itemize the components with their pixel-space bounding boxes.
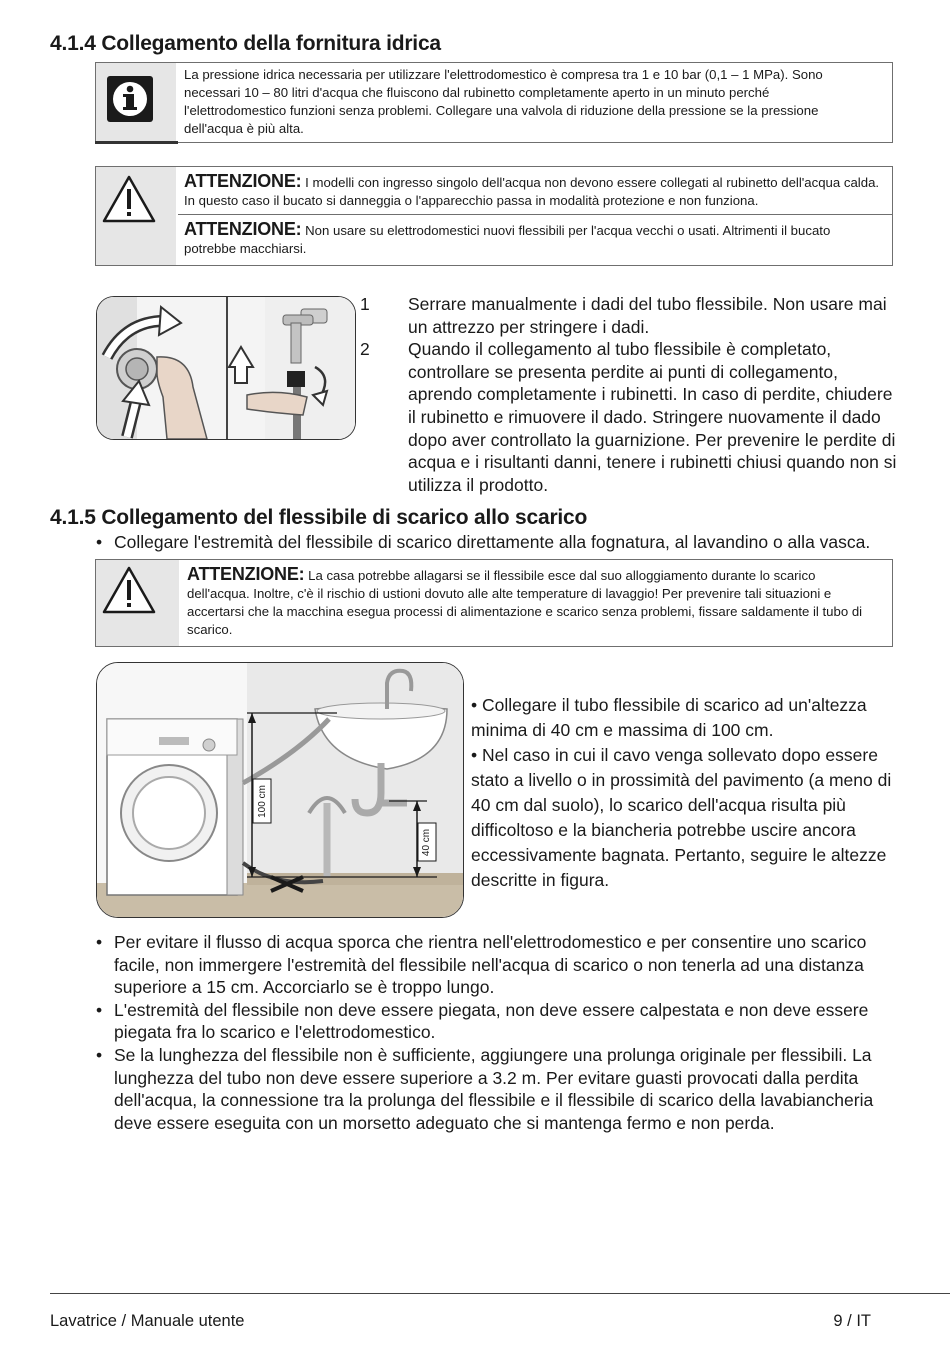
- dimension-label-40: [418, 823, 436, 861]
- warning-label: ATTENZIONE:: [187, 564, 305, 584]
- section-heading-414: 4.1.4 Collegamento della fornitura idrica: [50, 32, 441, 55]
- side-note: • Nel caso in cui il cavo venga sollevato dopo essere stato a livello o in prossimità del pavimento (a meno di 40 cm dal suolo), lo scarico dell'acqua risulta più difficoltoso e la biancheria potrebbe uscire ancora eccessivamente bagnata. Pertanto, seguire le altezze descritte in figura.: [471, 745, 892, 890]
- section-heading-415: 4.1.5 Collegamento del flessibile di scarico allo scarico: [50, 506, 588, 529]
- bullet-item: • Per evitare il flusso di acqua sporca che rientra nell'elettrodomestico e per consentire uno scarico facile, non immergere l'estremità del flessibile nell'acqua di scarico o non tenerla ad una distanza superiore a 15 cm. Accorciarlo se è troppo lungo.: [94, 931, 896, 999]
- bullet-item: • Se la lunghezza del flessibile non è sufficiente, aggiungere una prolunga originale per flessibili. La lunghezza del tubo non deve essere superiore a 3.2 m. Per evitare guasti provocati dalla perdita dell'acqua, la connessione tra la prolunga del flessibile e il flessibile di scarico della lavabiancheria deve essere eseguita con un morsetto adeguato che si mantenga fermo e non perda.: [94, 1044, 896, 1134]
- info-icon-cell: [96, 63, 176, 142]
- info-icon: [96, 63, 176, 142]
- warning-row-2: [184, 220, 884, 258]
- height-min-label: 40 cm: [421, 828, 433, 856]
- step-item: [360, 293, 900, 338]
- warning-box-water: [95, 166, 893, 266]
- warning-text: Non usare su elettrodomestici nuovi flessibili per l'acqua vecchi o usati. Altrimenti il bucato potrebbe macchiarsi.: [184, 223, 831, 256]
- info-box: [95, 62, 893, 143]
- drain-height-drawing: [97, 663, 463, 917]
- warning-row: [187, 565, 877, 639]
- warning-text: I modelli con ingresso singolo dell'acqua non devono essere collegati al rubinetto dell'acqua calda. In questo caso il bucato si danneggia o l'apparecchio passa in modalità protezione e non funziona.: [184, 175, 880, 208]
- step-item: [360, 338, 900, 496]
- warning-icon-cell: [96, 167, 176, 265]
- step-text: Quando il collegamento al tubo flessibile è completato, controllare se presenta perdite ai punti di collegamento, aprendo completamente i rubinetti. In caso di perdite, chiudere il rubinetto e rimuovere il dado. Stringere nuovamente il dado dopo aver controllato la guarnizione. Per prevenire le perdite di acqua e i risultanti danni, tenere i rubinetti chiusi quando non si utilizza il prodotto.: [408, 339, 897, 495]
- info-box-underline: [95, 141, 178, 144]
- step-number: 2: [360, 339, 370, 360]
- warning-triangle-icon: [96, 167, 176, 237]
- warning-text: La casa potrebbe allagarsi se il flessibile esce dal suo alloggiamento durante lo scarico dell'acqua. Inoltre, c'è il rischio di ustioni dovuto alle alte temperature di lavaggio! Per prevenire tali situazioni e accertarsi che la macchina esegua processi di alimentazione e scarico senza problemi, fissare saldamente il tubo di scarico.: [187, 568, 863, 637]
- drain-bullets-list: [94, 931, 896, 1134]
- warning-separator: [178, 214, 892, 215]
- height-max-label: 100 cm: [256, 784, 268, 818]
- footer-title: Lavatrice / Manuale utente: [50, 1312, 245, 1330]
- step-text: Serrare manualmente i dadi del tubo flessibile. Non usare mai un attrezzo per stringere i dadi.: [408, 294, 887, 337]
- step-number: 1: [360, 294, 370, 314]
- dimension-label-100: [253, 779, 271, 823]
- drain-intro-list: [94, 531, 904, 554]
- page-number: 9 / IT: [833, 1312, 871, 1330]
- side-note: • Collegare il tubo flessibile di scarico ad un'altezza minima di 40 cm e massima di 100 cm.: [471, 695, 867, 740]
- drain-height-notes: [471, 693, 896, 893]
- warning-label: ATTENZIONE:: [184, 171, 302, 191]
- hose-steps-list: [360, 293, 900, 496]
- info-text: La pressione idrica necessaria per utilizzare l'elettrodomestico è compresa tra 1 e 10 bar (0,1 – 1 MPa). Sono necessari 10 – 80 litri d'acqua che fluiscono dal rubinetto completamente aperto in un minuto perché l'elettrodomestico funzioni senza problemi. Collegare una valvola di riduzione della pressione se la pressione dell'acqua è più alta.: [184, 67, 823, 136]
- footer-divider: [50, 1293, 950, 1294]
- warning-icon-cell: [96, 560, 179, 646]
- side-note-text: Nel caso in cui il cavo venga sollevato dopo essere stato a livello o in prossimità del pavimento (a meno di 40 cm dal suolo), lo scarico dell'acqua risulta più difficoltoso e la biancheria potrebbe uscire ancora eccessivamente bagnata. Pertanto, seguire le altezze descritte in figura.: [471, 745, 892, 890]
- warning-triangle-icon: [96, 560, 179, 630]
- warning-label: ATTENZIONE:: [184, 219, 302, 239]
- hose-connection-illustration: [96, 296, 356, 440]
- side-note-text: Collegare il tubo flessibile di scarico ad un'altezza minima di 40 cm e massima di 100 cm.: [471, 695, 867, 740]
- warning-box-drain: [95, 559, 893, 647]
- bullet-item: • L'estremità del flessibile non deve essere piegata, non deve essere calpestata e non deve essere piegata fra lo scarico e l'elettrodomestico.: [94, 999, 896, 1044]
- drain-height-illustration: [96, 662, 464, 918]
- hose-tightening-drawing: [97, 297, 355, 439]
- bullet-item: • Collegare l'estremità del flessibile di scarico direttamente alla fognatura, al lavandino o alla vasca.: [94, 531, 904, 554]
- warning-row-1: [184, 172, 884, 210]
